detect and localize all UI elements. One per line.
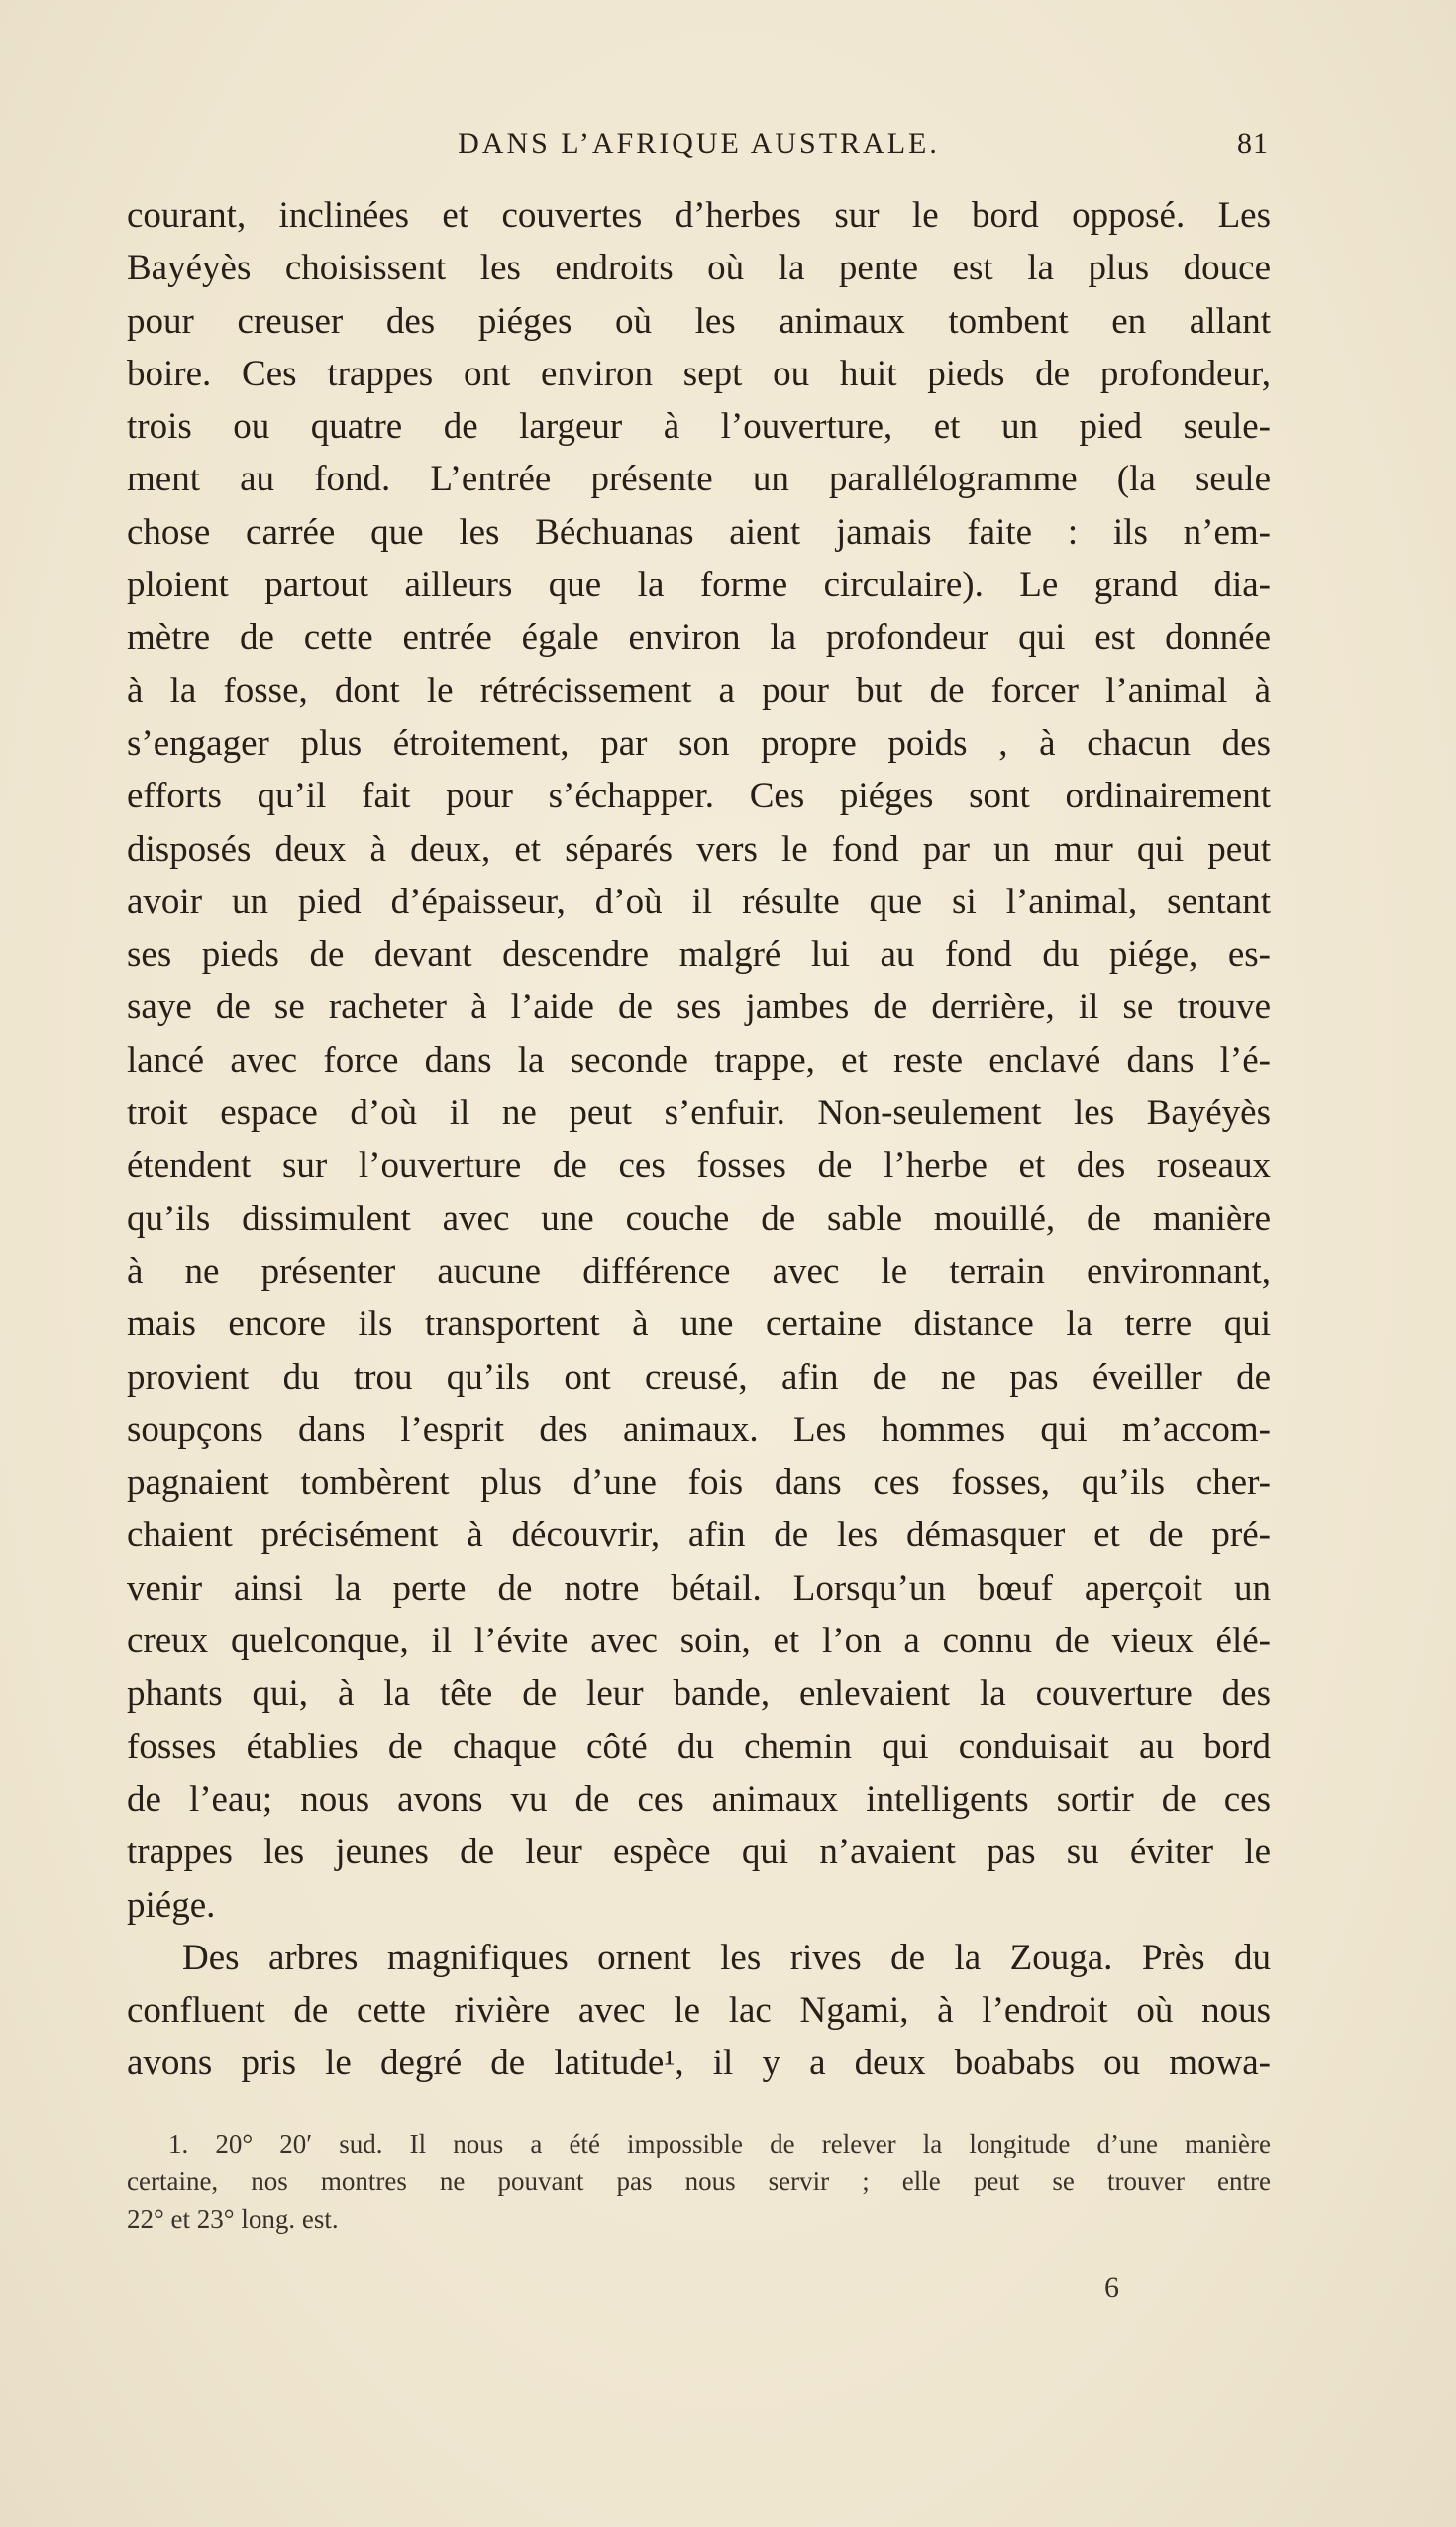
text-line: provient du trou qu’ils ont creusé, afin de ne pas éveiller de [127, 1356, 1271, 1398]
text-line: trappes les jeunes de leur espèce qui n’avaient pas su éviter le [127, 1832, 1271, 1873]
text-line: s’engager plus étroitement, par son propre poids , à chacun des [127, 722, 1271, 764]
text-line: qu’ils dissimulent avec une couche de sable mouillé, de manière [127, 1198, 1271, 1239]
text-line: saye de se racheter à l’aide de ses jambes de derrière, il se trouve [127, 987, 1271, 1028]
text-line: phants qui, à la tête de leur bande, enlevaient la couverture des [127, 1673, 1271, 1715]
text-line: confluent de cette rivière avec le lac Ngami, à l’endroit où nous [127, 1990, 1271, 2032]
text-line: de l’eau; nous avons vu de ces animaux intelligents sortir de ces [127, 1778, 1271, 1820]
text-line: fosses établies de chaque côté du chemin qui conduisait au bord [127, 1726, 1271, 1767]
signature-mark: 6 [1104, 2271, 1119, 2304]
text-line: Bayéyès choisissent les endroits où la pente est la plus douce [127, 248, 1271, 289]
footnote-line: 1. 20° 20′ sud. Il nous a été impossible de relever la longitude d’une manière [168, 2129, 1271, 2158]
text-line: à la fosse, dont le rétrécissement a pour but de forcer l’animal à [127, 670, 1271, 711]
footnote [127, 2125, 1271, 2238]
footnote-line: 22° et 23° long. est. [127, 2204, 339, 2234]
footnote-line: certaine, nos montres ne pouvant pas nous servir ; elle peut se trouver entre [127, 2166, 1271, 2196]
text-line: avons pris le degré de latitude¹, il y a deux boababs ou mowa- [127, 2043, 1271, 2084]
text-line: chaient précisément à découvrir, afin de les démasquer et de pré- [127, 1515, 1271, 1556]
text-line: courant, inclinées et couvertes d’herbes sur le bord opposé. Les [127, 195, 1271, 236]
text-line: troit espace d’où il ne peut s’enfuir. Non-seulement les Bayéyès [127, 1093, 1271, 1134]
text-line: soupçons dans l’esprit des animaux. Les hommes qui m’accom- [127, 1409, 1271, 1450]
text-line: creux quelconque, il l’évite avec soin, et l’on a connu de vieux élé- [127, 1621, 1271, 1662]
text-line: boire. Ces trappes ont environ sept ou huit pieds de profondeur, [127, 353, 1271, 394]
text-line: ses pieds de devant descendre malgré lui au fond du piége, es- [127, 934, 1271, 976]
text-line: ment au fond. L’entrée présente un parallélogramme (la seule [127, 459, 1271, 500]
page-number: 81 [1237, 127, 1269, 159]
text-line: pour creuser des piéges où les animaux tombent en allant [127, 300, 1271, 342]
text-line: mètre de cette entrée égale environ la profondeur qui est donnée [127, 617, 1271, 659]
text-line: à ne présenter aucune différence avec le terrain environnant, [127, 1250, 1271, 1292]
text-line: pagnaient tombèrent plus d’une fois dans ces fosses, qu’ils cher- [127, 1462, 1271, 1504]
text-line: lancé avec force dans la seconde trappe, et reste enclavé dans l’é- [127, 1039, 1271, 1081]
body-text [127, 189, 1271, 2090]
text-line: trois ou quatre de largeur à l’ouverture, et un pied seule- [127, 406, 1271, 448]
text-line: disposés deux à deux, et séparés vers le fond par un mur qui peut [127, 828, 1271, 870]
text-line: mais encore ils transportent à une certaine distance la terre qui [127, 1304, 1271, 1345]
text-line: étendent sur l’ouverture de ces fosses de l’herbe et des roseaux [127, 1145, 1271, 1187]
running-head [127, 127, 1271, 172]
text-line: ploient partout ailleurs que la forme circulaire). Le grand dia- [127, 565, 1271, 606]
text-line: avoir un pied d’épaisseur, d’où il résulte que si l’animal, sentant [127, 881, 1271, 922]
text-line: chose carrée que les Béchuanas aient jamais faite : ils n’em- [127, 511, 1271, 553]
text-line: efforts qu’il fait pour s’échapper. Ces piéges sont ordinairement [127, 776, 1271, 817]
paragraph-start-line: Des arbres magnifiques ornent les rives de la Zouga. Près du [182, 1937, 1271, 1978]
paragraph-end-line: piége. [127, 1884, 216, 1926]
running-title: DANS L’AFRIQUE AUSTRALE. [458, 127, 940, 159]
text-line: venir ainsi la perte de notre bétail. Lorsqu’un bœuf aperçoit un [127, 1567, 1271, 1609]
